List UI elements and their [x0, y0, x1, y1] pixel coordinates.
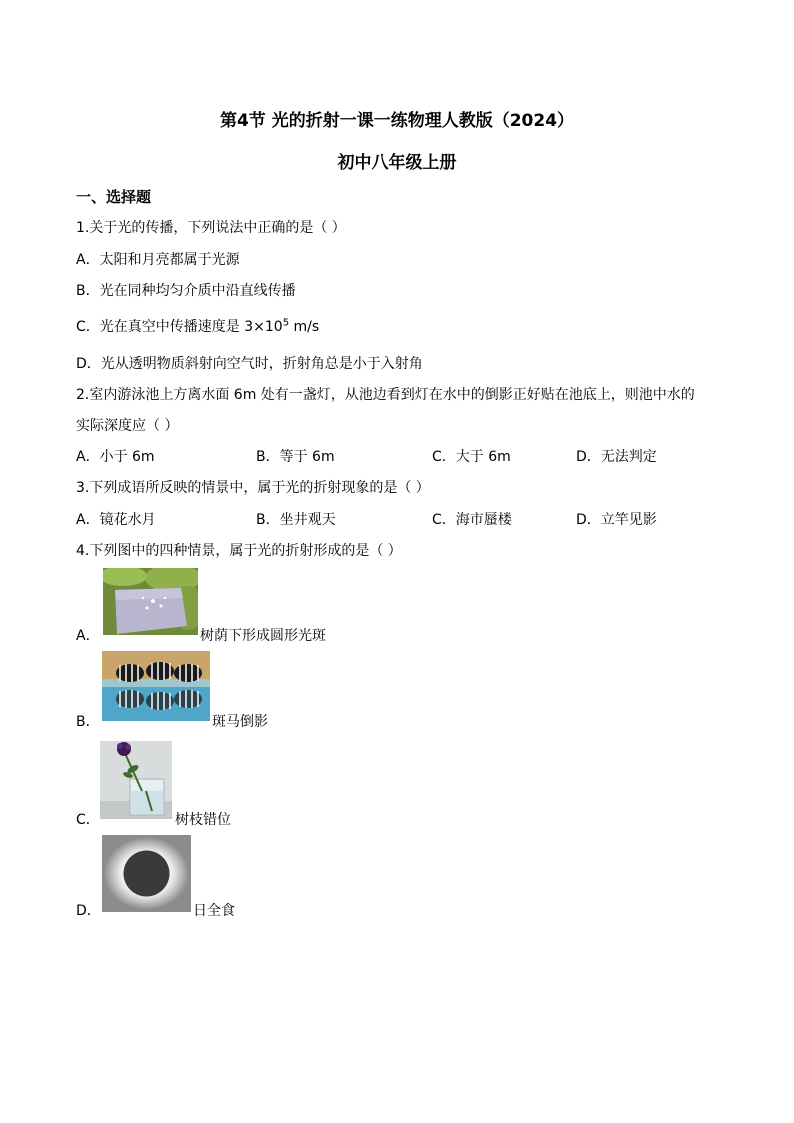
q4-option-d-label: D．	[76, 903, 101, 919]
q1-option-c-unit: m/s	[289, 319, 320, 335]
q2-stem-line2: 实际深度应（ ）	[76, 418, 179, 434]
q3-option-b: B．坐井观天	[256, 512, 336, 528]
q4-option-d-caption: 日全食	[193, 903, 235, 919]
q3-option-c: C．海市蜃楼	[432, 512, 512, 528]
q2-option-d: D．无法判定	[576, 449, 657, 465]
q2-option-c: C．大于 6m	[432, 449, 511, 465]
q3-option-d: D．立竿见影	[576, 512, 657, 528]
q3-stem: 3.下列成语所反映的情景中，属于光的折射现象的是（ ）	[76, 480, 430, 496]
q1-option-c-text: C．光在真空中传播速度是 3×10	[76, 319, 283, 335]
page-subtitle: 初中八年级上册	[337, 153, 457, 173]
page-title: 第4节 光的折射一课一练物理人教版（2024）	[219, 111, 575, 131]
tree-shade-light-spots-image	[103, 568, 198, 635]
q4-option-c-caption: 树枝错位	[175, 812, 231, 828]
q2-option-a: A．小于 6m	[76, 449, 155, 465]
bent-branch-in-water-image	[100, 741, 172, 819]
q2-stem-line1: 2.室内游泳池上方离水面 6m 处有一盏灯，从池边看到灯在水中的倒影正好贴在池底上，则池中水的	[76, 387, 695, 403]
q1-option-c-exponent: 5	[282, 317, 290, 329]
q4-option-b-label: B．	[76, 714, 100, 730]
q4-stem: 4.下列图中的四种情景，属于光的折射形成的是（ ）	[76, 543, 402, 559]
zebra-reflection-image	[102, 651, 210, 721]
q4-option-a-label: A．	[76, 628, 100, 644]
section-heading: 一、选择题	[76, 188, 152, 206]
q1-option-b: B．光在同种均匀介质中沿直线传播	[76, 283, 296, 299]
q4-option-b-caption: 斑马倒影	[212, 714, 268, 730]
q4-option-a-caption: 树荫下形成圆形光斑	[200, 628, 326, 644]
q1-option-d: D．光从透明物质斜射向空气时，折射角总是小于入射角	[76, 356, 423, 372]
q3-option-a: A．镜花水月	[76, 512, 156, 528]
q4-option-c-label: C．	[76, 812, 100, 828]
q1-stem: 1.关于光的传播，下列说法中正确的是（ ）	[76, 220, 346, 236]
q2-option-b: B．等于 6m	[256, 449, 335, 465]
total-solar-eclipse-image	[102, 835, 191, 912]
q1-option-c	[76, 316, 319, 336]
q1-option-a: A．太阳和月亮都属于光源	[76, 252, 240, 268]
